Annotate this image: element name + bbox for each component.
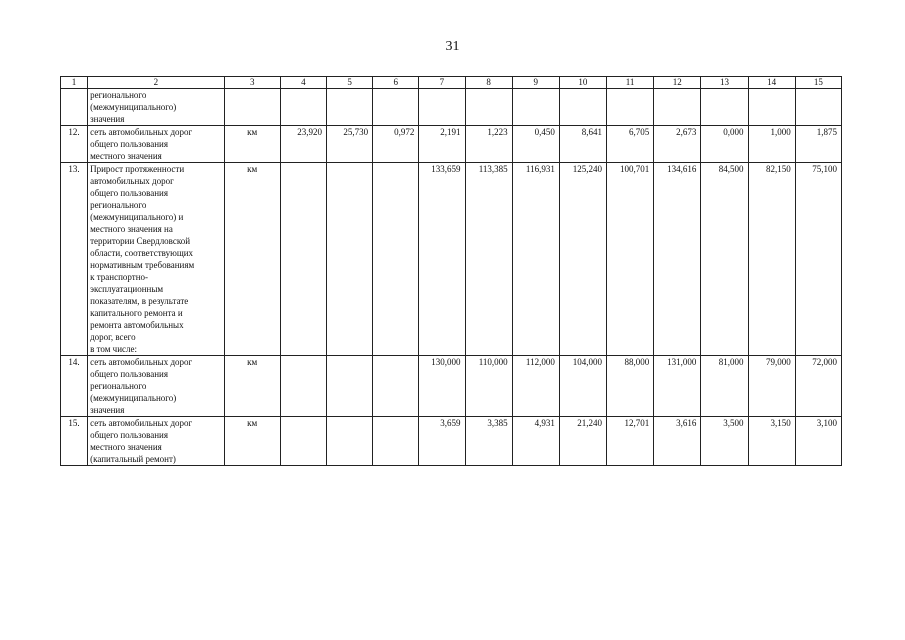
value-cell: 25,730 [326,126,372,163]
column-header: 5 [326,77,372,89]
value-cell [326,356,372,417]
value-cell: 1,000 [748,126,795,163]
table-row [61,126,842,163]
value-cell: 134,616 [654,163,701,356]
table-header-row [61,77,842,89]
value-cell: 1,875 [795,126,841,163]
value-cell: 75,100 [795,163,841,356]
value-cell [373,89,419,126]
value-cell [280,356,326,417]
value-cell: 100,701 [607,163,654,356]
row-number [61,89,88,126]
value-cell [373,356,419,417]
row-name: сеть автомобильных дорог общего пользования местного значения (капитальный ремонт) [88,417,225,466]
value-cell: 23,920 [280,126,326,163]
row-name: Прирост протяженности автомобильных дорог общего пользования регионального (межмуниципального) и местного значения на территории Свердловской области, соответствующих нормативным требованиям к транспортно- эксплуатационным показателям, в результате капитального ремонта и ремонта автомобильных дорог, всего в том числе: [88,163,225,356]
row-unit [224,89,280,126]
value-cell: 3,659 [419,417,465,466]
row-name: регионального (межмуниципального) значения [88,89,225,126]
value-cell: 2,673 [654,126,701,163]
value-cell [280,163,326,356]
column-header: 2 [88,77,225,89]
column-header: 15 [795,77,841,89]
value-cell: 1,223 [465,126,512,163]
data-table [60,76,842,466]
value-cell [607,89,654,126]
table-row [61,163,842,356]
value-cell: 104,000 [559,356,606,417]
value-cell: 0,972 [373,126,419,163]
value-cell [280,89,326,126]
value-cell: 3,150 [748,417,795,466]
value-cell [748,89,795,126]
value-cell: 130,000 [419,356,465,417]
column-header: 9 [512,77,559,89]
value-cell: 0,450 [512,126,559,163]
value-cell: 82,150 [748,163,795,356]
value-cell: 2,191 [419,126,465,163]
value-cell: 72,000 [795,356,841,417]
value-cell [326,89,372,126]
value-cell: 125,240 [559,163,606,356]
row-number: 12. [61,126,88,163]
row-unit: км [224,417,280,466]
row-unit: км [224,163,280,356]
page-number: 31 [445,39,460,54]
value-cell: 8,641 [559,126,606,163]
row-unit: км [224,126,280,163]
value-cell: 110,000 [465,356,512,417]
value-cell: 116,931 [512,163,559,356]
row-name: сеть автомобильных дорог общего пользования регионального (межмуниципального) значения [88,356,225,417]
value-cell [326,163,372,356]
column-header: 3 [224,77,280,89]
row-number: 13. [61,163,88,356]
value-cell: 12,701 [607,417,654,466]
value-cell: 113,385 [465,163,512,356]
column-header: 12 [654,77,701,89]
value-cell: 3,100 [795,417,841,466]
value-cell: 133,659 [419,163,465,356]
value-cell: 0,000 [701,126,748,163]
value-cell: 3,385 [465,417,512,466]
column-header: 4 [280,77,326,89]
value-cell [373,417,419,466]
column-header: 11 [607,77,654,89]
value-cell: 88,000 [607,356,654,417]
value-cell: 81,000 [701,356,748,417]
value-cell: 3,616 [654,417,701,466]
value-cell [512,89,559,126]
column-header: 8 [465,77,512,89]
table-row [61,89,842,126]
column-header: 6 [373,77,419,89]
row-unit: км [224,356,280,417]
value-cell: 84,500 [701,163,748,356]
value-cell [419,89,465,126]
value-cell: 79,000 [748,356,795,417]
value-cell: 3,500 [701,417,748,466]
row-number: 15. [61,417,88,466]
value-cell [654,89,701,126]
value-cell [795,89,841,126]
value-cell [280,417,326,466]
value-cell [373,163,419,356]
value-cell: 21,240 [559,417,606,466]
column-header: 1 [61,77,88,89]
value-cell: 112,000 [512,356,559,417]
value-cell [559,89,606,126]
value-cell [465,89,512,126]
row-name: сеть автомобильных дорог общего пользования местного значения [88,126,225,163]
value-cell: 131,000 [654,356,701,417]
column-header: 7 [419,77,465,89]
column-header: 13 [701,77,748,89]
row-number: 14. [61,356,88,417]
column-header: 14 [748,77,795,89]
value-cell: 4,931 [512,417,559,466]
value-cell [701,89,748,126]
table-row [61,417,842,466]
value-cell: 6,705 [607,126,654,163]
value-cell [326,417,372,466]
table-row [61,356,842,417]
column-header: 10 [559,77,606,89]
